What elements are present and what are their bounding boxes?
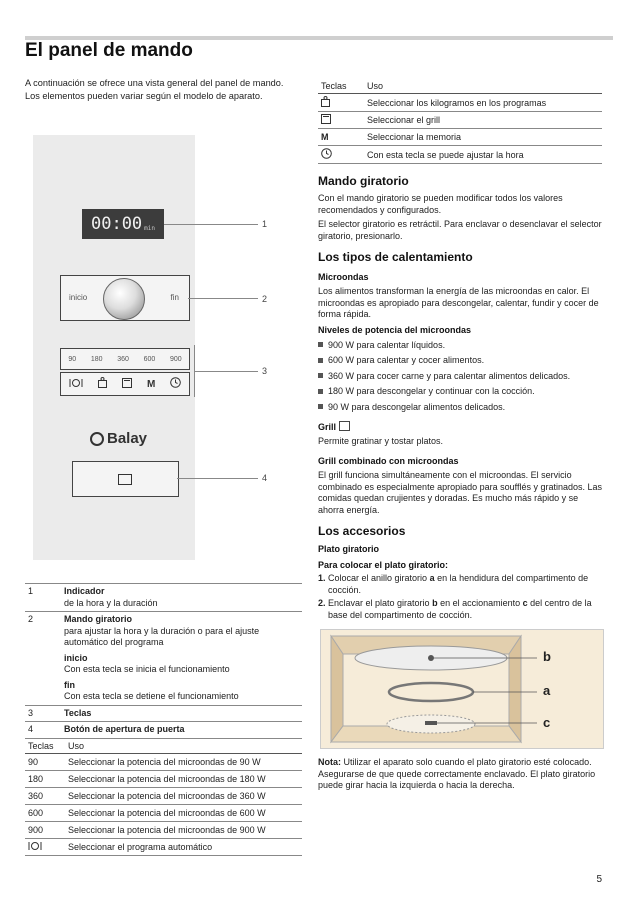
callout-number: 2 [262, 294, 268, 304]
step-text: del centro de la base del compartimento de cocción. [328, 598, 592, 620]
power-keys [60, 348, 190, 370]
auto-program-icon [25, 839, 65, 856]
callout-line [177, 478, 258, 479]
list-item: 360 W para cocer carne y para calentar alimentos delicados. [318, 368, 602, 384]
paragraph: Permite gratinar y tostar platos. [318, 436, 444, 446]
subheading: Para colocar el plato giratorio: [318, 560, 449, 570]
brand-name: Balay [107, 430, 148, 447]
use-cell: Seleccionar la potencia del microondas de 360 W [65, 788, 302, 805]
legend-num [25, 678, 61, 706]
use-cell: Seleccionar el programa automático [65, 839, 302, 856]
paragraph: Con el mando giratorio se pueden modificar todos los valores recomendados y configurados. [318, 193, 563, 215]
grill-heading-text: Grill [318, 422, 337, 432]
step-ref: c [522, 598, 528, 608]
power-levels-list [318, 337, 602, 415]
use-cell: Seleccionar la potencia del microondas de 90 W [65, 754, 302, 771]
use-cell: Seleccionar los kilogramos en los programas [364, 94, 602, 112]
table-row [25, 771, 302, 788]
key-cell: 900 [25, 822, 65, 839]
legend-title: fin [64, 679, 75, 690]
page-number: 5 [596, 874, 602, 885]
section-heading: Mando giratorio [318, 174, 409, 188]
legend-row [25, 705, 302, 722]
legend-num: 2 [28, 614, 34, 624]
step-text: Enclavar el plato giratorio [328, 598, 433, 608]
turntable-illustration [320, 629, 604, 749]
use-cell: Seleccionar la memoria [364, 129, 602, 146]
table-row [318, 112, 602, 129]
use-cell: Seleccionar la potencia del microondas de 180 W [65, 771, 302, 788]
paragraph: El grill funciona simultáneamente con el microondas. El servicio combinado es especialmente apropiado para soufflés y gratinados. Las comidas quedan crujientes y doradas. Es mucho más rápido y se ahorra energía. [318, 470, 603, 515]
label-c: c [543, 715, 551, 730]
step-text: en la hendidura del compartimento de cocción. [328, 573, 589, 595]
step-ref: a [429, 573, 435, 583]
legend-table [25, 583, 302, 739]
memory-icon: M [318, 129, 364, 146]
label-a: a [543, 683, 551, 698]
subheading: Grill combinado con microondas [318, 456, 459, 466]
list-item: 900 W para calentar líquidos. [318, 337, 602, 353]
legend-desc: Con esta tecla se inicia el funcionamiento [64, 664, 230, 674]
key-cell: 360 [25, 788, 65, 805]
power-key[interactable]: 180 [90, 355, 103, 363]
col-header: Teclas [318, 79, 364, 94]
step-number: 1. [318, 573, 326, 583]
legend-desc: para ajustar la hora y la duración o para el ajuste automático del programa [64, 625, 260, 647]
section-heading: Los accesorios [318, 524, 406, 538]
clock-icon [318, 146, 364, 164]
legend-num: 1 [28, 586, 34, 596]
legend-row [25, 678, 302, 706]
use-cell: Seleccionar la potencia del microondas de 600 W [65, 805, 302, 822]
page-title: El panel de mando [25, 40, 193, 61]
rotary-knob[interactable] [103, 278, 145, 320]
legend-desc: de la hora y la duración [64, 597, 158, 608]
col-header: Uso [65, 739, 302, 754]
legend-title: Teclas [64, 707, 92, 718]
steps-list [318, 573, 602, 623]
col-header: Teclas [25, 739, 65, 754]
table-row [25, 822, 302, 839]
callout-number: 4 [262, 473, 268, 483]
key-cell: 180 [25, 771, 65, 788]
callout-number: 3 [262, 366, 268, 376]
brand-badge-icon [90, 432, 104, 446]
intro-text: A continuación se ofrece una vista general del panel de mando. Los elementos pueden variar según el modelo de aparato. [25, 78, 284, 101]
legend-title: Mando giratorio [64, 614, 132, 624]
use-cell: Seleccionar la potencia del microondas de 900 W [65, 822, 302, 839]
legend-title: Botón de apertura de puerta [64, 724, 185, 734]
grill-icon[interactable] [122, 378, 132, 391]
callout-number: 1 [262, 219, 268, 229]
key-cell: 600 [25, 805, 65, 822]
callout-line [164, 224, 258, 225]
note-text: Utilizar el aparato solo cuando el plato giratorio esté colocado. Asegurarse de que quede correctamente enclavado. El plato giratorio puede girar hacia la izquierda o hacia la derecha. [318, 757, 596, 790]
col-header: Uso [364, 79, 602, 94]
grill-icon [339, 421, 350, 431]
legend-num: 4 [28, 724, 34, 734]
legend-title: Indicador [64, 586, 105, 596]
list-item: 180 W para descongelar y continuar con la cocción. [318, 384, 602, 400]
use-cell: Seleccionar el grill [364, 112, 602, 129]
table-row [318, 146, 602, 164]
step-number: 2. [318, 598, 326, 608]
callout-line [188, 298, 258, 299]
section-heading: Los tipos de calentamiento [318, 250, 473, 264]
table-row [25, 805, 302, 822]
weight-icon[interactable] [98, 377, 107, 391]
table-row [25, 788, 302, 805]
table-row [318, 94, 602, 112]
list-item: 600 W para calentar y cocer alimentos. [318, 353, 602, 369]
note [318, 757, 602, 792]
legend-row [25, 584, 302, 612]
brand-logo [90, 430, 147, 447]
function-keys [60, 372, 190, 396]
display-unit: min [144, 224, 156, 232]
memory-icon[interactable]: M [146, 378, 156, 390]
paragraph: Los alimentos transforman la energía de las microondas en calor. El microondas es apropiado para descongelar, calentar, fundir y cocer de forma rápida. [318, 286, 599, 319]
power-key[interactable]: 360 [117, 355, 129, 363]
subheading [318, 421, 350, 432]
legend-row [25, 612, 302, 651]
note-label: Nota: [318, 757, 341, 767]
weight-icon [318, 94, 364, 112]
power-key[interactable]: 900 [169, 355, 182, 363]
table-row [318, 129, 602, 146]
subheading: Plato giratorio [318, 544, 380, 554]
legend-title: inicio [64, 652, 88, 663]
power-key[interactable]: 90 [68, 355, 77, 363]
grill-icon [318, 112, 364, 129]
legend-num: 3 [28, 707, 34, 718]
label-b: b [543, 649, 551, 664]
key-cell: 90 [25, 754, 65, 771]
legend-row [25, 651, 302, 678]
dial-label-inicio: inicio [69, 293, 88, 302]
subheading: Niveles de potencia del microondas [318, 325, 472, 335]
keys-table-functions [318, 79, 602, 164]
callout-line [194, 371, 258, 372]
list-item [318, 573, 602, 596]
door-icon [118, 474, 132, 485]
step-ref: b [432, 598, 438, 608]
display-time: 00:00 [90, 214, 143, 234]
step-text: Colocar el anillo giratorio [328, 573, 430, 583]
auto-program-icon[interactable] [69, 378, 83, 391]
subheading: Microondas [318, 272, 369, 282]
door-open-button[interactable] [72, 461, 179, 497]
dial-label-fin: fin [170, 293, 179, 302]
power-key[interactable]: 600 [143, 355, 156, 363]
legend-num [25, 651, 61, 678]
use-cell: Con esta tecla se puede ajustar la hora [364, 146, 602, 164]
list-item [318, 598, 602, 621]
legend-row [25, 722, 302, 739]
legend-desc: Con esta tecla se detiene el funcionamiento [64, 691, 239, 701]
list-item: 90 W para descongelar alimentos delicados. [318, 399, 602, 415]
keys-table-power [25, 739, 302, 856]
table-row [25, 839, 302, 856]
paragraph: El selector giratorio es retráctil. Para enclavar o desenclavar el selector giratorio, presionarlo. [318, 219, 602, 241]
table-row [25, 754, 302, 771]
step-text: en el accionamiento [437, 598, 523, 608]
clock-icon[interactable] [170, 377, 181, 391]
display [82, 209, 164, 239]
